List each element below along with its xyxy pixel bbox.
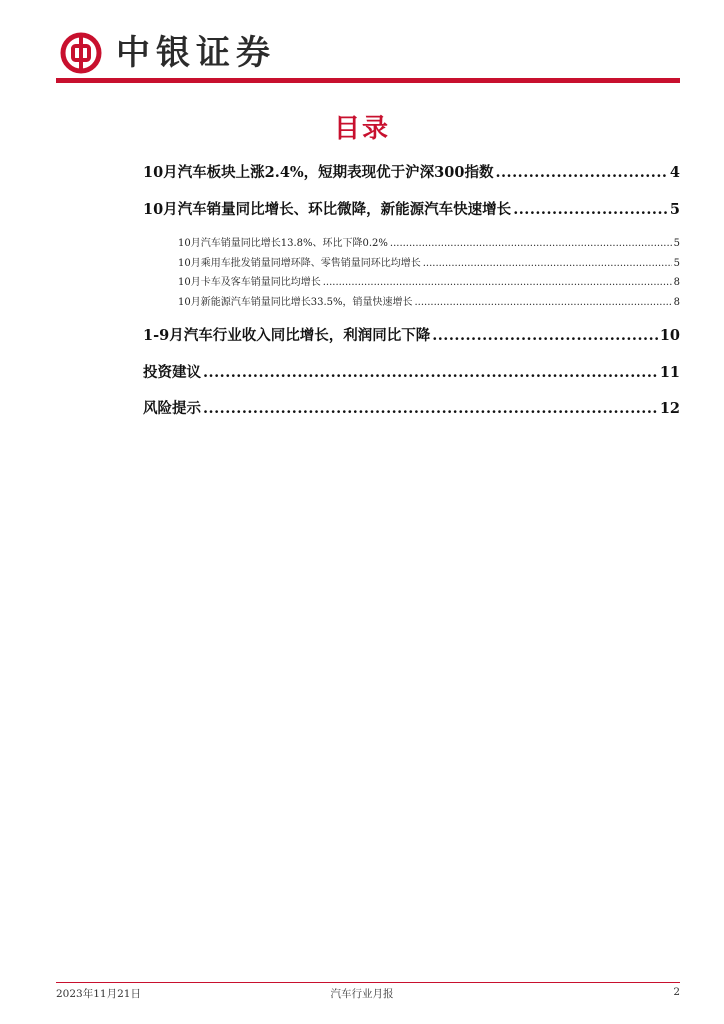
footer-page-number: 2 bbox=[673, 986, 680, 998]
header-divider bbox=[56, 78, 680, 83]
footer-divider bbox=[56, 982, 680, 983]
page-header bbox=[56, 28, 680, 86]
toc-entry-page: 5 bbox=[673, 258, 680, 269]
toc-leader-dots bbox=[390, 238, 672, 249]
toc-leader-dots bbox=[513, 201, 668, 218]
toc-entry-title: 10月乘用车批发销量同增环降、零售销量同环比均增长 bbox=[178, 258, 421, 269]
toc-leader-dots bbox=[415, 297, 672, 308]
bank-of-china-logo-icon bbox=[60, 32, 102, 74]
toc-entry-page: 12 bbox=[659, 400, 680, 417]
toc-entry-page: 8 bbox=[673, 277, 680, 288]
toc-entry[interactable] bbox=[143, 397, 680, 418]
toc-entry-title: 风险提示 bbox=[143, 400, 201, 417]
toc-subentry[interactable] bbox=[178, 234, 680, 249]
footer-report-type: 汽车行业月报 bbox=[330, 988, 394, 1000]
toc-subentry[interactable] bbox=[178, 293, 680, 308]
toc-entry-title: 10月卡车及客车销量同比均增长 bbox=[178, 277, 321, 288]
toc-entry-page: 8 bbox=[673, 297, 680, 308]
toc-entry[interactable] bbox=[143, 361, 680, 382]
toc-subentry[interactable] bbox=[178, 254, 680, 269]
toc-entry-page: 5 bbox=[669, 201, 680, 218]
toc-leader-dots bbox=[203, 364, 658, 381]
toc-leader-dots bbox=[423, 258, 672, 269]
toc-entry-title: 10月汽车板块上涨2.4%，短期表现优于沪深300指数 bbox=[143, 164, 494, 181]
toc-entry-page: 4 bbox=[669, 164, 680, 181]
toc-leader-dots bbox=[432, 327, 658, 344]
toc-entry-page: 10 bbox=[659, 327, 680, 344]
toc-title: 目录 bbox=[333, 114, 390, 144]
toc-entry-page: 11 bbox=[659, 364, 680, 381]
footer-date: 2023年11月21日 bbox=[56, 988, 141, 1000]
toc-entry[interactable] bbox=[143, 161, 680, 182]
toc-subentry[interactable] bbox=[178, 273, 680, 288]
toc-entry-title: 1-9月汽车行业收入同比增长，利润同比下降 bbox=[143, 327, 431, 344]
toc-leader-dots bbox=[203, 400, 658, 417]
toc-leader-dots bbox=[495, 164, 667, 181]
toc-entry-title: 投资建议 bbox=[143, 364, 201, 381]
toc-entry-title: 10月汽车销量同比增长、环比微降，新能源汽车快速增长 bbox=[143, 201, 512, 218]
toc-entry[interactable] bbox=[143, 324, 680, 345]
toc-entry-title: 10月汽车销量同比增长13.8%、环比下降0.2% bbox=[178, 238, 388, 249]
toc-entry-title: 10月新能源汽车销量同比增长33.5%，销量快速增长 bbox=[178, 297, 413, 308]
toc-leader-dots bbox=[323, 277, 672, 288]
brand-name: 中银证券 bbox=[116, 33, 276, 73]
toc-entry-page: 5 bbox=[673, 238, 680, 249]
toc-entry[interactable] bbox=[143, 198, 680, 219]
